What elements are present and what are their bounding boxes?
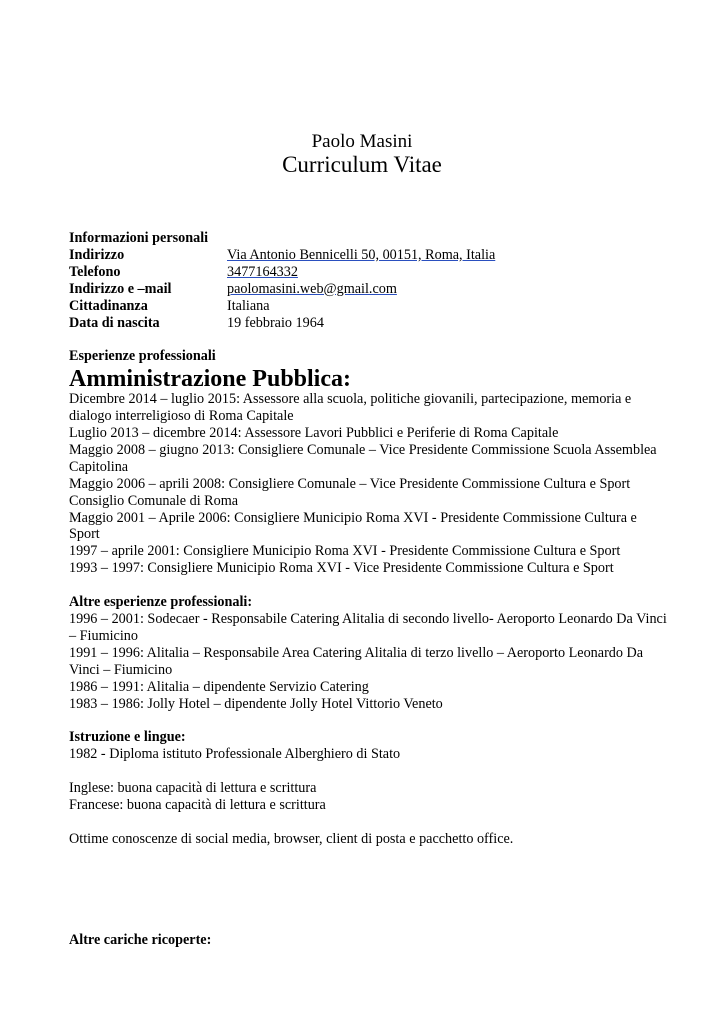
spacer bbox=[69, 577, 669, 594]
experience-item: 1997 – aprile 2001: Consigliere Municipio Roma XVI - Presidente Commissione Cultura e Sport bbox=[69, 543, 621, 560]
phone-label: Telefono bbox=[69, 263, 121, 280]
experience-item: 1993 – 1997: Consigliere Municipio Roma XVI - Vice Presidente Commissione Cultura e Sport bbox=[69, 560, 614, 577]
diploma-line: 1982 - Diploma istituto Professionale Alberghiero di Stato bbox=[69, 746, 401, 763]
address-label: Indirizzo bbox=[69, 246, 125, 263]
language-english: Inglese: buona capacità di lettura e scrittura bbox=[69, 780, 317, 797]
experience-item: Maggio 2008 – giugno 2013: Consigliere Comunale – Vice Presidente Commissione Scuola Assemblea Capitolina bbox=[69, 441, 657, 475]
email-label: Indirizzo e –mail bbox=[69, 280, 172, 297]
experience-item: Dicembre 2014 – luglio 2015: Assessore alla scuola, politiche giovanili, partecipazione, memoria e dialogo interreligioso di Roma Capitale bbox=[69, 391, 632, 425]
spacer bbox=[69, 848, 669, 932]
phone-value[interactable]: 3477164332 bbox=[227, 263, 298, 280]
language-french: Francese: buona capacità di lettura e scrittura bbox=[69, 796, 326, 813]
email-link[interactable]: paolomasini.web@gmail.com bbox=[227, 280, 397, 297]
birthdate-value: 19 febbraio 1964 bbox=[227, 314, 324, 331]
other-experience-item: 1986 – 1991: Alitalia – dipendente Servizio Catering bbox=[69, 678, 369, 695]
education-heading: Istruzione e lingue: bbox=[69, 729, 186, 746]
cv-content bbox=[69, 230, 669, 949]
experience-item: Maggio 2006 – aprili 2008: Consigliere Comunale – Vice Presidente Commissione Cultura e Sport Consiglio Comunale di Roma bbox=[69, 475, 631, 509]
spacer bbox=[69, 331, 669, 348]
skills-line: Ottime conoscenze di social media, browser, client di posta e pacchetto office. bbox=[69, 830, 514, 847]
public-admin-title: Amministrazione Pubblica: bbox=[69, 366, 351, 393]
experience-item: Luglio 2013 – dicembre 2014: Assessore Lavori Pubblici e Periferie di Roma Capitale bbox=[69, 425, 559, 442]
other-experience-item: 1996 – 2001: Sodecaer - Responsabile Catering Alitalia di secondo livello- Aeroporto Leonardo Da Vinci – Fiumicino bbox=[69, 611, 667, 644]
spacer bbox=[69, 712, 669, 729]
spacer bbox=[69, 814, 669, 831]
address-value[interactable]: Via Antonio Bennicelli 50, 00151, Roma, Italia bbox=[227, 246, 496, 263]
address-row bbox=[69, 247, 669, 264]
other-roles-heading: Altre cariche ricoperte: bbox=[69, 931, 212, 948]
person-name: Paolo Masini bbox=[311, 131, 413, 152]
birthdate-row bbox=[69, 315, 669, 332]
email-row bbox=[69, 281, 669, 298]
document-title: Curriculum Vitae bbox=[282, 152, 442, 177]
birthdate-label: Data di nascita bbox=[69, 314, 160, 331]
experience-heading: Esperienze professionali bbox=[69, 348, 216, 365]
citizenship-label: Cittadinanza bbox=[69, 297, 148, 314]
spacer bbox=[69, 763, 669, 780]
other-experience-item: 1991 – 1996: Alitalia – Responsabile Area Catering Alitalia di terzo livello – Aeroporto Leonardo Da Vinci – Fiumicino bbox=[69, 644, 644, 678]
citizenship-value: Italiana bbox=[227, 297, 270, 314]
personal-info-heading: Informazioni personali bbox=[69, 230, 209, 246]
other-experience-item: 1983 – 1986: Jolly Hotel – dipendente Jolly Hotel Vittorio Veneto bbox=[69, 695, 443, 712]
citizenship-row bbox=[69, 298, 669, 315]
phone-row bbox=[69, 264, 669, 281]
experience-item: Maggio 2001 – Aprile 2006: Consigliere Municipio Roma XVI - Presidente Commissione Cultura e Sport bbox=[69, 509, 637, 543]
other-experience-heading: Altre esperienze professionali: bbox=[69, 594, 253, 611]
